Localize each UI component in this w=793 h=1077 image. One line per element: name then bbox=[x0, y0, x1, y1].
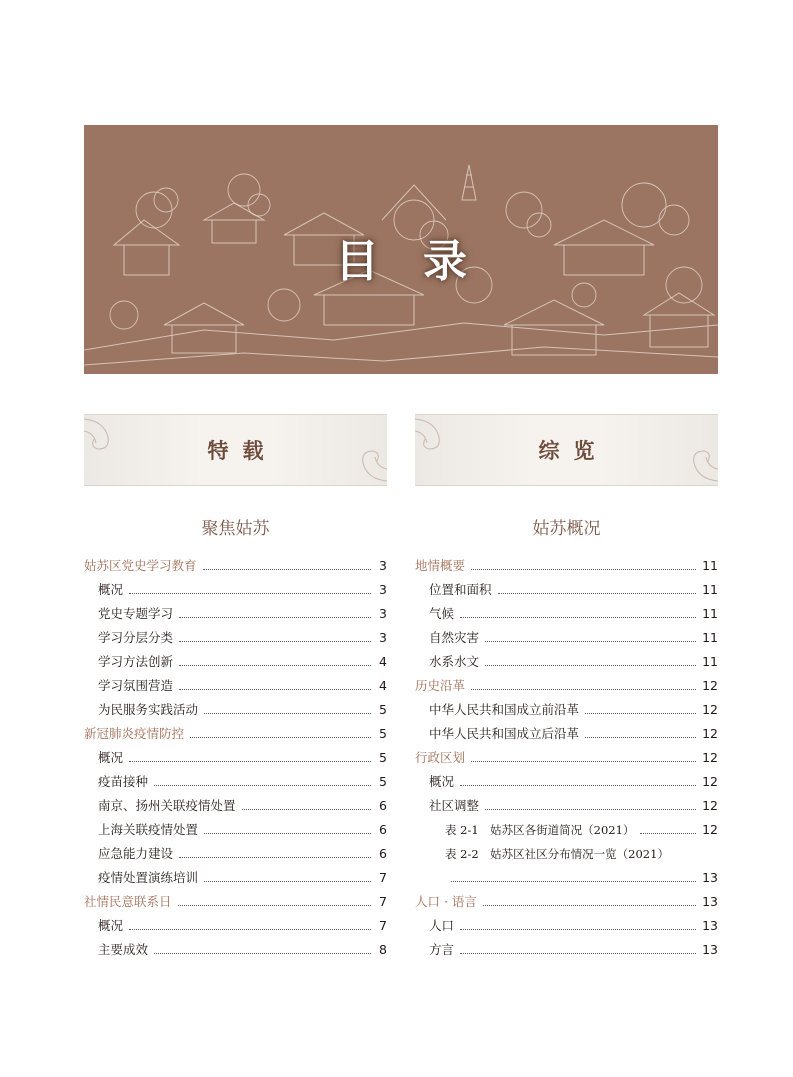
leader-dots bbox=[179, 675, 371, 690]
toc-category-row[interactable] bbox=[415, 746, 718, 770]
toc-page-number: 12 bbox=[702, 702, 718, 717]
toc-entry-row[interactable] bbox=[84, 866, 387, 890]
toc-entry-title: 人口 · 语言 bbox=[415, 894, 477, 909]
toc-page-number: 13 bbox=[702, 918, 718, 933]
toc-entry-title: 位置和面积 bbox=[429, 582, 492, 597]
toc-entry-title: 中华人民共和国成立后沿革 bbox=[429, 726, 580, 741]
toc-entry-title: 自然灾害 bbox=[429, 630, 480, 645]
toc-page-number: 5 bbox=[379, 702, 387, 717]
toc-page-number: 3 bbox=[379, 606, 387, 621]
leader-dots bbox=[129, 747, 371, 762]
toc-page-number: 13 bbox=[702, 894, 718, 909]
toc-entry-row[interactable] bbox=[415, 722, 718, 746]
subsection-title-gusu-overview: 姑苏概况 bbox=[532, 519, 601, 539]
leader-dots bbox=[471, 555, 696, 570]
toc-entry-row[interactable] bbox=[84, 674, 387, 698]
toc-page-number: 13 bbox=[702, 870, 718, 885]
toc-category-row[interactable] bbox=[84, 554, 387, 578]
toc-entry-title: 应急能力建设 bbox=[98, 846, 174, 861]
leader-dots bbox=[154, 771, 371, 786]
toc-entry-title: 方言 bbox=[429, 942, 455, 957]
leader-dots bbox=[483, 891, 696, 906]
leader-dots bbox=[179, 603, 371, 618]
toc-entry-title: 学习分层分类 bbox=[98, 630, 174, 645]
section-title-zonglan: 综览 bbox=[538, 438, 609, 463]
toc-entry-title: 学习方法创新 bbox=[98, 654, 174, 669]
toc-page-number: 12 bbox=[702, 678, 718, 693]
leader-dots bbox=[460, 771, 696, 786]
toc-entry-row[interactable] bbox=[84, 938, 387, 962]
toc-entry-title: 疫情处置演练培训 bbox=[98, 870, 199, 885]
toc-entry-row[interactable] bbox=[415, 794, 718, 818]
toc-entry-title: 学习氛围营造 bbox=[98, 678, 174, 693]
leader-dots bbox=[485, 651, 696, 666]
toc-entry-row[interactable] bbox=[415, 866, 718, 890]
toc-page-number: 11 bbox=[702, 558, 718, 573]
toc-entry-title: 概况 bbox=[429, 774, 455, 789]
toc-entry-title: 概况 bbox=[98, 582, 124, 597]
title-banner bbox=[84, 125, 718, 374]
toc-entry-title: 姑苏区党史学习教育 bbox=[84, 558, 197, 573]
toc-page-number: 6 bbox=[379, 846, 387, 861]
contents-title: 目录 bbox=[335, 236, 511, 287]
toc-entry-row[interactable] bbox=[415, 914, 718, 938]
toc-entry-title: 概况 bbox=[98, 918, 124, 933]
toc-entry-title: 社区调整 bbox=[429, 798, 480, 813]
toc-page-number: 12 bbox=[702, 798, 718, 813]
toc-entry-row[interactable] bbox=[415, 698, 718, 722]
toc-entry-title: 主要成效 bbox=[98, 942, 149, 957]
toc-entry-title: 表 2-2 姑苏区社区分布情况一览（2021） bbox=[445, 847, 669, 861]
toc-page-number: 5 bbox=[379, 750, 387, 765]
toc-entry-row[interactable] bbox=[84, 602, 387, 626]
leader-dots bbox=[498, 579, 697, 594]
leader-dots bbox=[204, 867, 371, 882]
toc-entry-row[interactable] bbox=[84, 626, 387, 650]
toc-entry-title: 南京、扬州关联疫情处置 bbox=[98, 798, 236, 813]
toc-page-number: 5 bbox=[379, 726, 387, 741]
toc-category-row[interactable] bbox=[84, 890, 387, 914]
leader-dots bbox=[178, 891, 371, 906]
toc-page-number: 12 bbox=[702, 822, 718, 837]
leader-dots bbox=[179, 627, 371, 642]
leader-dots bbox=[640, 819, 696, 834]
toc-entry-title: 水系水文 bbox=[429, 654, 480, 669]
section-title-tezai: 特载 bbox=[207, 438, 278, 463]
toc-entry-row[interactable] bbox=[415, 842, 718, 866]
section-header-right bbox=[415, 414, 718, 486]
toc-page-number: 4 bbox=[379, 678, 387, 693]
toc-entry-row[interactable] bbox=[84, 818, 387, 842]
toc-category-row[interactable] bbox=[84, 722, 387, 746]
toc-category-row[interactable] bbox=[415, 890, 718, 914]
toc-entry-row[interactable] bbox=[84, 746, 387, 770]
leader-dots bbox=[471, 675, 696, 690]
toc-list-left bbox=[84, 554, 387, 962]
leader-dots bbox=[204, 699, 371, 714]
toc-page-number: 8 bbox=[379, 942, 387, 957]
toc-entry-row[interactable] bbox=[415, 626, 718, 650]
toc-entry-row[interactable] bbox=[84, 650, 387, 674]
toc-entry-title: 中华人民共和国成立前沿革 bbox=[429, 702, 580, 717]
section-header-left bbox=[84, 414, 387, 486]
toc-page-number: 5 bbox=[379, 774, 387, 789]
leader-dots bbox=[154, 939, 371, 954]
toc-entry-title: 新冠肺炎疫情防控 bbox=[84, 726, 185, 741]
leader-dots bbox=[460, 939, 696, 954]
toc-page-number: 12 bbox=[702, 726, 718, 741]
toc-entry-title: 疫苗接种 bbox=[98, 774, 149, 789]
toc-entry-title: 地情概要 bbox=[415, 558, 466, 573]
toc-entry-title: 上海关联疫情处置 bbox=[98, 822, 199, 837]
left-column bbox=[84, 414, 387, 962]
toc-page-number: 12 bbox=[702, 774, 718, 789]
toc-entry-row[interactable] bbox=[415, 602, 718, 626]
leader-dots bbox=[129, 915, 371, 930]
toc-page-number: 4 bbox=[379, 654, 387, 669]
toc-page-number: 11 bbox=[702, 582, 718, 597]
toc-page-number: 6 bbox=[379, 798, 387, 813]
toc-entry-row[interactable] bbox=[84, 842, 387, 866]
toc-category-row[interactable] bbox=[415, 674, 718, 698]
leader-dots bbox=[204, 819, 371, 834]
toc-page-number: 7 bbox=[379, 870, 387, 885]
toc-entry-title: 表 2-1 姑苏区各街道简况（2021） bbox=[445, 823, 635, 837]
leader-dots bbox=[485, 627, 696, 642]
toc-page-number: 11 bbox=[702, 630, 718, 645]
toc-list-right bbox=[415, 554, 718, 962]
toc-entry-title: 党史专题学习 bbox=[98, 606, 174, 621]
toc-entry-row[interactable] bbox=[415, 770, 718, 794]
toc-page-number: 7 bbox=[379, 894, 387, 909]
leader-dots bbox=[179, 843, 371, 858]
toc-page-number: 6 bbox=[379, 822, 387, 837]
leader-dots bbox=[242, 795, 371, 810]
leader-dots bbox=[585, 699, 696, 714]
right-column bbox=[415, 414, 718, 962]
toc-entry-title: 社情民意联系日 bbox=[84, 894, 172, 909]
leader-dots bbox=[460, 915, 696, 930]
toc-entry-title: 人口 bbox=[429, 918, 455, 933]
toc-entry-row[interactable] bbox=[415, 578, 718, 602]
toc-entry-row[interactable] bbox=[84, 770, 387, 794]
toc-entry-row[interactable] bbox=[415, 650, 718, 674]
leader-dots bbox=[190, 723, 371, 738]
toc-page-number: 11 bbox=[702, 606, 718, 621]
toc-category-row[interactable] bbox=[415, 554, 718, 578]
toc-page-number: 3 bbox=[379, 558, 387, 573]
toc-entry-row[interactable] bbox=[415, 818, 718, 842]
toc-page-number: 13 bbox=[702, 942, 718, 957]
toc-entry-title: 气候 bbox=[429, 606, 455, 621]
toc-page-number: 3 bbox=[379, 630, 387, 645]
leader-dots bbox=[585, 723, 696, 738]
toc-entry-row[interactable] bbox=[84, 914, 387, 938]
toc-entry-title: 为民服务实践活动 bbox=[98, 702, 199, 717]
toc-entry-title: 行政区划 bbox=[415, 750, 466, 765]
subsection-title-focus-gusu: 聚焦姑苏 bbox=[201, 519, 270, 539]
leader-dots bbox=[179, 651, 371, 666]
toc-page-number: 11 bbox=[702, 654, 718, 669]
toc-entry-row[interactable] bbox=[415, 938, 718, 962]
toc-page-number: 3 bbox=[379, 582, 387, 597]
toc-entry-row[interactable] bbox=[84, 794, 387, 818]
leader-dots bbox=[451, 867, 696, 882]
toc-entry-row[interactable] bbox=[84, 698, 387, 722]
toc-page-number: 12 bbox=[702, 750, 718, 765]
toc-entry-title: 概况 bbox=[98, 750, 124, 765]
leader-dots bbox=[129, 579, 371, 594]
toc-entry-row[interactable] bbox=[84, 578, 387, 602]
leader-dots bbox=[485, 795, 696, 810]
toc-page-number: 7 bbox=[379, 918, 387, 933]
leader-dots bbox=[460, 603, 696, 618]
leader-dots bbox=[203, 555, 371, 570]
leader-dots bbox=[471, 747, 696, 762]
toc-entry-title: 历史沿革 bbox=[415, 678, 466, 693]
